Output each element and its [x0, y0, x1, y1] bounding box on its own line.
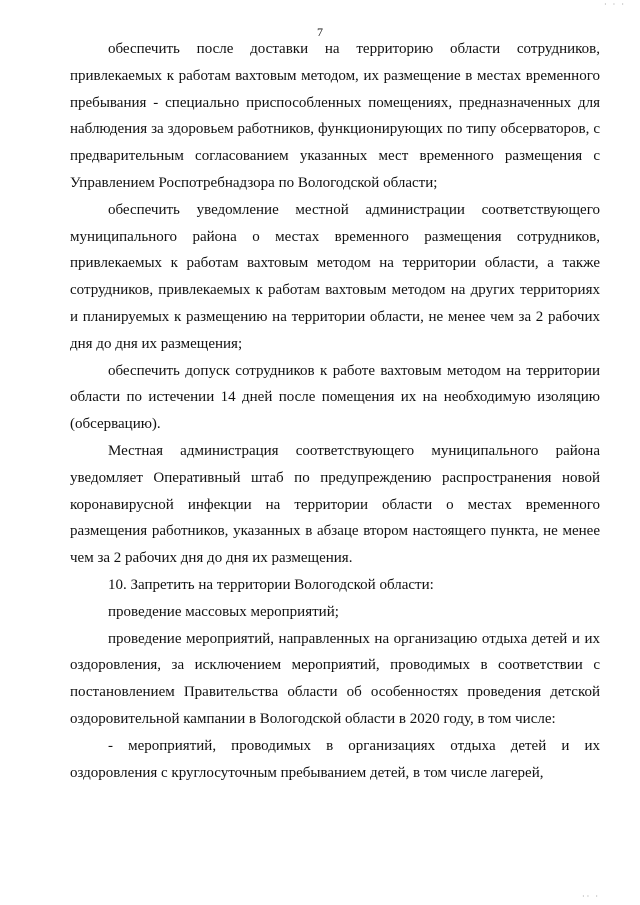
scan-artifact-mark: ·· · — [582, 892, 600, 901]
paragraph-notification: обеспечить уведомление местной администрации соответствующего муниципального района о местах временного размещения сотрудников, привлекаемых к работам вахтовым методом на территории области, а также сотрудников, привлекаемых к работам вахтовым методом на других территориях и планируемых к размещению на территории области, не менее чем за 2 рабочих дня до дня их размещения; — [70, 201, 600, 352]
paragraph-camps-list-item: - мероприятий, проводимых в организациях отдыха детей и их оздоровления с круглосуточным пребыванием детей, в том числе лагерей, — [70, 737, 600, 781]
paragraph-children-recreation: проведение мероприятий, направленных на организацию отдыха детей и их оздоровления, за исключением мероприятий, проводимых в соответствии с постановлением Правительства области об особенностях проведения детской оздоровительной кампании в Вологодской области в 2020 году, в том числе: — [70, 630, 600, 727]
paragraph-accommodation: обеспечить после доставки на территорию области сотрудников, привлекаемых к работам вахтовым методом, их размещение в местах временного пребывания - специально приспособленных помещениях, предназначенных для наблюдения за здоровьем работников, функционирующих по типу обсерваторов, с предварительным согласованием указанных мест временного размещения с Управлением Роспотребнадзора по Вологодской области; — [70, 41, 600, 191]
paragraph-item-10-heading: 10. Запретить на территории Вологодской области: — [108, 576, 434, 593]
page-number: 7 — [317, 25, 323, 39]
paragraph-mass-events: проведение массовых мероприятий; — [108, 603, 339, 620]
scan-artifact-mark: · · · — [604, 0, 626, 9]
document-body — [70, 36, 600, 786]
paragraph-local-administration: Местная администрация соответствующего муниципального района уведомляет Оперативный штаб по предупреждению распространения новой коронавирусной инфекции на территории области о местах временного размещения работников, указанных в абзаце втором настоящего пункта, не менее чем за 2 рабочих дня до дня их размещения. — [70, 442, 600, 567]
paragraph-work-admission: обеспечить допуск сотрудников к работе вахтовым методом на территории области по истечении 14 дней после помещения их на необходимую изоляцию (обсервацию). — [70, 362, 600, 433]
